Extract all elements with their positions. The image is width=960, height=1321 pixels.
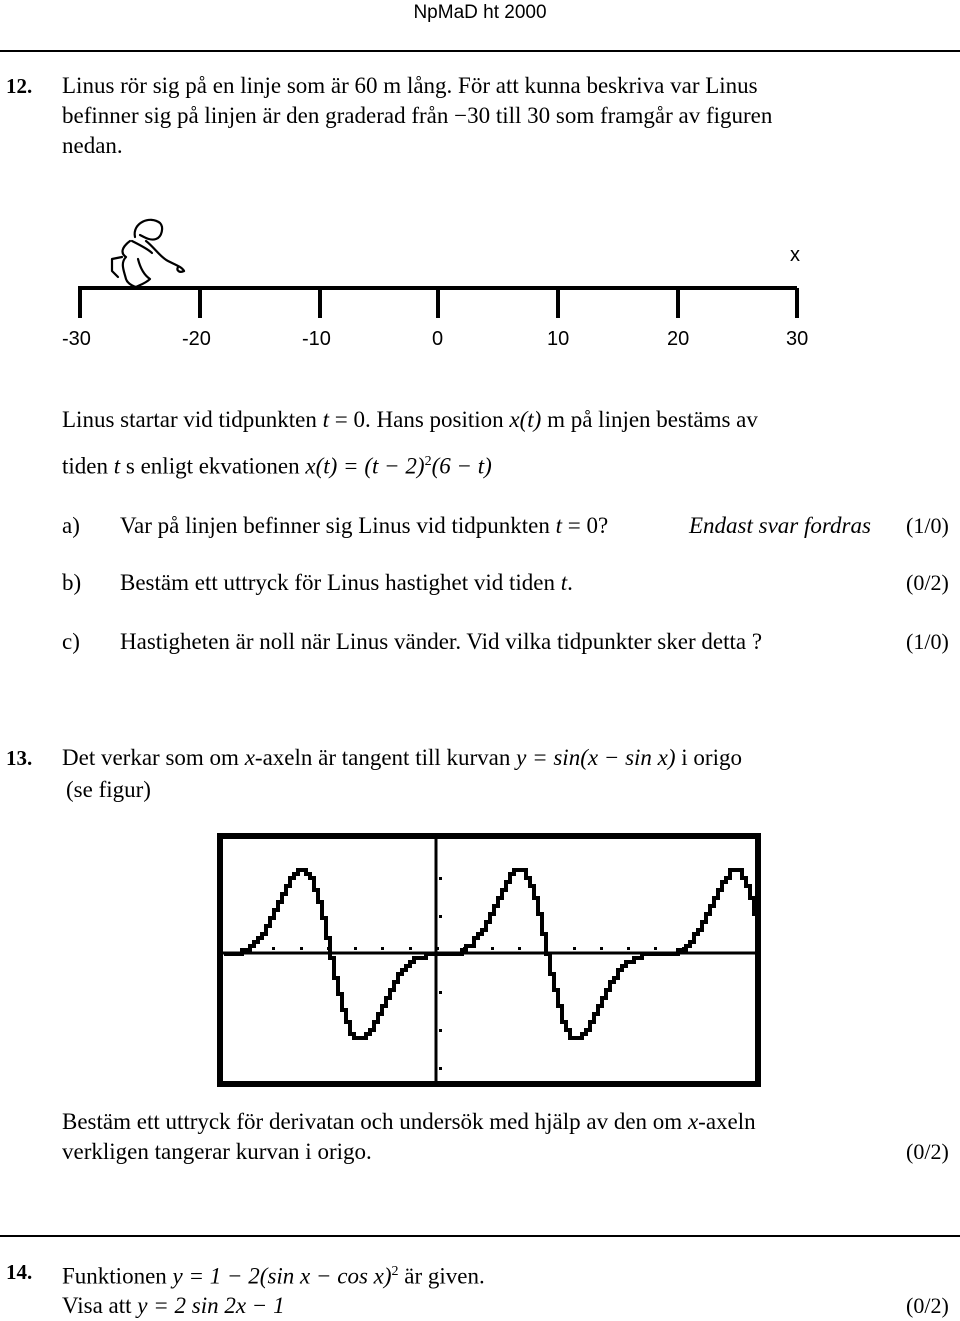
tick-label-30: 30: [786, 328, 809, 350]
q13-points: (0/2): [906, 1139, 949, 1164]
q12c-points: (1/0): [906, 629, 949, 654]
q13-task-line2: verkligen tangerar kurvan i origo.: [62, 1139, 372, 1164]
curve-expression: y = sin(x − sin x): [516, 745, 676, 770]
tick-label-neg30: -30: [62, 328, 91, 350]
q12b-points: (0/2): [906, 570, 949, 595]
calculator-graph: [216, 832, 762, 1088]
axis-variable-label: x: [790, 244, 800, 266]
function-expression: y = 1 − 2(sin x − cos x): [172, 1263, 392, 1289]
graph-frame: [220, 836, 758, 1084]
linus-figure-icon: [112, 220, 184, 287]
q12b-text: Bestäm ett uttryck för Linus hastighet vid tiden t.: [120, 570, 573, 595]
q12a-points: (1/0): [906, 513, 949, 538]
q12a-label: a): [62, 513, 80, 538]
q12-intro-line1: Linus rör sig på en linje som är 60 m lång. För att kunna beskriva var Linus: [62, 73, 758, 98]
page-header: NpMaD ht 2000: [413, 2, 547, 23]
q14-points: (0/2): [906, 1293, 949, 1318]
header-rule: [0, 50, 960, 52]
q12-intro-line3: nedan.: [62, 133, 123, 158]
number-line-ticks: [80, 288, 797, 318]
q12-start-sentence: Linus startar vid tidpunkten t = 0. Hans position x(t) m på linjen bestäms av: [62, 407, 758, 432]
tick-label-neg20: -20: [182, 328, 211, 350]
q13-line1: Det verkar som om x-axeln är tangent till kurvan y = sin(x − sin x) i origo: [62, 745, 742, 770]
q12a-text: Var på linjen befinner sig Linus vid tidpunkten t = 0?: [120, 513, 609, 538]
q14-rule: [0, 1235, 960, 1237]
q12-number: 12.: [6, 74, 33, 98]
position-equation: x(t) = (t − 2): [305, 453, 425, 479]
tick-label-20: 20: [667, 328, 690, 350]
tick-label-10: 10: [547, 328, 570, 350]
q12-equation-line: tiden t s enligt ekvationen $x(t) = (t - 2)^2(6 - t)$: [62, 453, 492, 479]
q12-intro-line2: befinner sig på linjen är den graderad från −30 till 30 som framgår av figuren: [62, 103, 773, 128]
tick-label-neg10: -10: [302, 328, 331, 350]
q14-line1: Funktionen y = 1 − 2(sin x − cos x)$^2$ är given.: [62, 1263, 485, 1289]
q12c-text: Hastigheten är noll när Linus vänder. Vid vilka tidpunkter sker detta ?: [120, 629, 763, 654]
q13-line2: (se figur): [66, 777, 151, 802]
q12b-label: b): [62, 570, 82, 595]
q13-task-line1: Bestäm ett uttryck för derivatan och undersök med hjälp av den om x-axeln: [62, 1109, 756, 1134]
identity-expression: y = 2 sin 2x − 1: [137, 1293, 285, 1318]
q12c-label: c): [62, 629, 80, 654]
q14-line2: Visa att y = 2 sin 2x − 1: [62, 1293, 285, 1318]
number-line-figure: [0, 205, 960, 355]
tick-label-0: 0: [432, 328, 444, 350]
q13-number: 13.: [6, 746, 33, 770]
q14-number: 14.: [6, 1260, 33, 1284]
q12a-note: Endast svar fordras: [689, 513, 871, 538]
